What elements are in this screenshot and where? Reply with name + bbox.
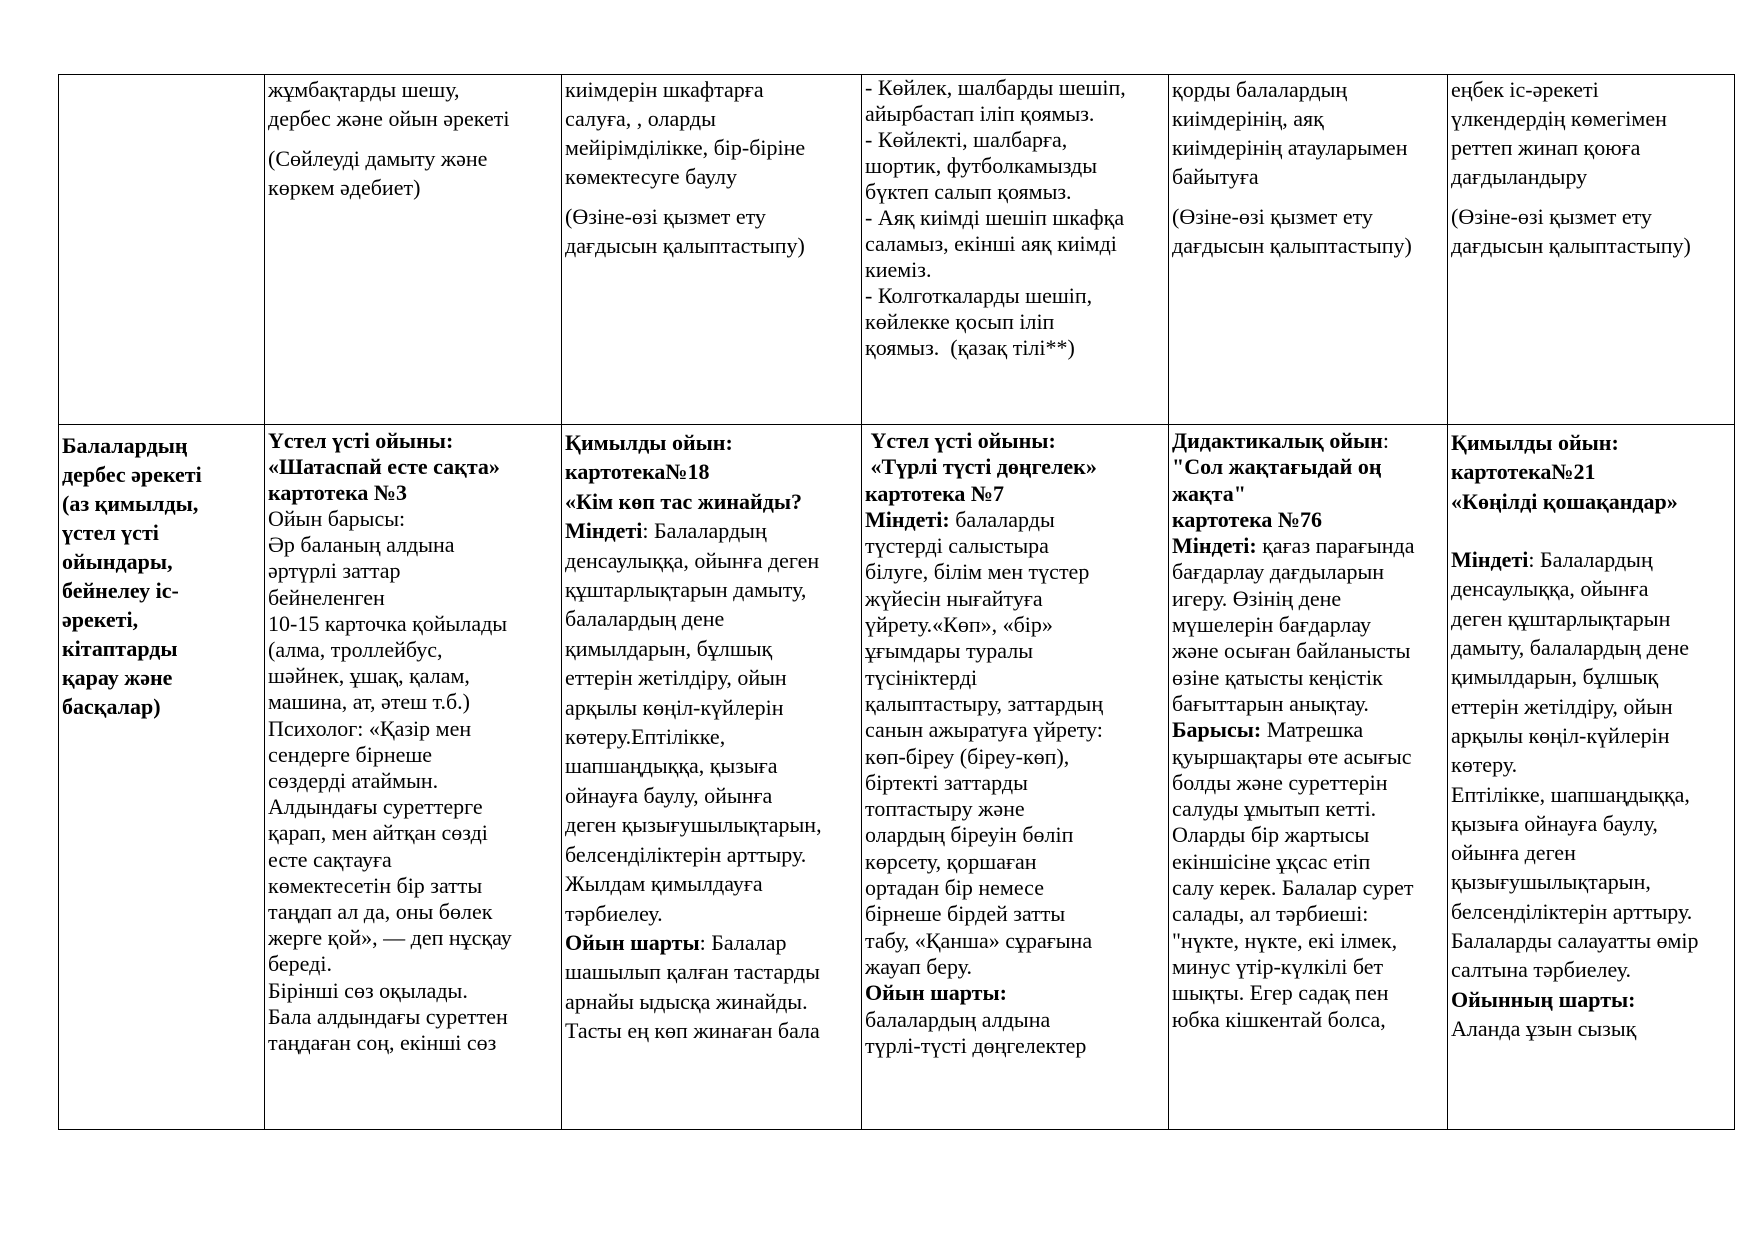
text-line: 10-15 карточка қойылады: [268, 610, 508, 636]
row2-cell-4: [1169, 425, 1448, 1130]
text-line: Аланда ұзын сызық: [1451, 1015, 1637, 1041]
text-line: көтеру.: [1451, 752, 1518, 778]
field-label: Барысы:: [1172, 717, 1262, 743]
game-title-line: Қимылды ойын:: [565, 430, 733, 455]
row1-cell-4: [1169, 75, 1448, 425]
labeled-line: [865, 507, 1166, 533]
text-line: - Колготкаларды шешіп,: [865, 283, 1093, 308]
text-line: білуге, білім мен түстер: [865, 559, 1090, 585]
row1-cell-2: [562, 75, 862, 425]
text-line: қалыптастыру, заттардың: [865, 690, 1104, 716]
text-line: шықты. Егер садақ пен: [1172, 980, 1389, 1006]
game-title-line: картотека №3: [268, 480, 408, 505]
note-line: дағдысын қалыптастыпу): [565, 233, 805, 258]
text-line: - Көйлек, шалбарды шешіп,: [865, 75, 1126, 100]
game-title-line: Үстел үсті ойыны:: [268, 428, 454, 453]
text-line: сөздерді атаймын.: [268, 768, 439, 794]
text-line: минус үтір-күлкілі бет: [1172, 953, 1384, 979]
labeled-line: [865, 980, 1166, 1006]
section-label-line: дербес әрекеті: [62, 462, 202, 487]
note-block: [1451, 202, 1732, 260]
text-line: деген құштарлықтарын: [1451, 605, 1671, 631]
text-line: киімдерінің атауларымен: [1172, 135, 1408, 160]
text-line: балалардың дене: [565, 606, 725, 632]
section-label-line: Балалардың: [62, 433, 188, 458]
text-line: (алма, троллейбус,: [268, 637, 443, 663]
text-line: бейнеленген: [268, 584, 385, 610]
text-line: салуды ұмытып кетті.: [1172, 796, 1377, 822]
text-line: машина, ат, әтеш т.б.): [268, 689, 471, 715]
field-label: Ойын шарты: [565, 929, 700, 955]
text-line: салуға, , оларды: [565, 106, 716, 131]
row2-cell-2: [562, 425, 862, 1130]
text-line: ойнауға баулу, ойынға: [565, 782, 773, 808]
text-line: юбка кішкентай болса,: [1172, 1006, 1386, 1032]
text-line: деген қызығушылықтарын,: [565, 812, 822, 838]
text-line: көрсету, қоршаған: [865, 848, 1037, 874]
row1-label-cell: [59, 75, 265, 425]
text-line: арқылы көңіл-күйлерін: [565, 694, 784, 720]
game-title-line: картотека№21: [1451, 459, 1596, 485]
section-label-line: әрекеті,: [62, 607, 139, 632]
row2-cell-5: [1448, 425, 1735, 1130]
text-line: қуыршақтары өте асығыс: [1172, 743, 1412, 769]
row2-cell-1: [265, 425, 562, 1130]
text-line: қызығушылықтарын,: [1451, 869, 1651, 895]
cell-text: [1172, 428, 1445, 1033]
text-line: береді.: [268, 951, 332, 977]
text-line: және осыған байланысты: [1172, 638, 1411, 664]
labeled-line: [1451, 985, 1732, 1014]
text-line: көмектесуге баулу: [565, 164, 738, 189]
text-line: ұғымдары туралы: [865, 638, 1034, 664]
cell-text: [1172, 75, 1445, 260]
text-line: қызыға ойнауға баулу,: [1451, 810, 1658, 836]
field-value: : Балалар: [699, 929, 787, 955]
note-block: [1172, 202, 1445, 260]
field-label: Ойын шарты:: [865, 980, 1007, 1006]
note-line: (Өзіне-өзі қызмет ету: [565, 204, 766, 229]
text-line: қимылдарын, бұлшық: [1451, 664, 1659, 690]
table-row: [59, 425, 1735, 1130]
text-line: шәйнек, ұшақ, қалам,: [268, 663, 470, 689]
field-value: Матрешка: [1261, 717, 1364, 743]
text-line: құштарлықтарын дамыту,: [565, 577, 807, 603]
note-line: (Сөйлеуді дамыту және: [268, 146, 488, 171]
text-line: белсенділіктерін арттыру.: [1451, 898, 1693, 924]
text-line: айырбастап іліп қоямыз.: [865, 101, 1095, 126]
text-line: игеру. Өзінің дене: [1172, 585, 1342, 611]
row1-cell-1: [265, 75, 562, 425]
text-line: - Көйлекті, шалбарға,: [865, 127, 1068, 152]
note-line: (Өзіне-өзі қызмет ету: [1451, 204, 1652, 229]
section-label-line: ойындары,: [62, 549, 173, 574]
section-label-line: (аз қимылды,: [62, 491, 199, 516]
text-line: қарап, мен айтқан сөзді: [268, 820, 488, 846]
game-title-line: «Түрлі түсті дөңгелек»: [865, 454, 1097, 480]
field-label: Міндеті: [565, 518, 643, 544]
text-line: жауап беру.: [865, 953, 972, 979]
text-line: тәрбиелеу.: [565, 900, 663, 926]
text-line: үлкендердің көмегімен: [1451, 106, 1667, 131]
text-line: шашылып қалған тастарды: [565, 959, 820, 985]
text-line: әртүрлі заттар: [268, 558, 401, 584]
game-title-line: [1172, 428, 1445, 454]
text-line: Әр баланың алдына: [268, 532, 455, 558]
text-line: болды және суреттерін: [1172, 769, 1388, 795]
field-value: балаларды: [949, 506, 1055, 532]
text-line: мүшелерін бағдарлау: [1172, 612, 1372, 638]
field-label: Міндеті: [1451, 547, 1529, 573]
text-line: түрлі-түсті дөңгелектер: [865, 1032, 1087, 1058]
field-value: : Балалардың: [642, 518, 767, 544]
game-title-line: Үстел үсті ойыны:: [865, 428, 1056, 453]
text-line: мейірімділікке, бір-біріне: [565, 135, 806, 160]
section-label-line: қарау және: [62, 665, 173, 690]
text-line: Ептілікке, шапшаңдыққа,: [1451, 781, 1690, 807]
text-line: балалардың алдына: [865, 1006, 1051, 1032]
row1-cell-3: [862, 75, 1169, 425]
labeled-line: [1451, 545, 1732, 574]
text-line: денсаулыққа, ойынға деген: [565, 547, 820, 573]
text-line: жүйесін нығайтуға: [865, 585, 1043, 611]
cell-text: [268, 428, 559, 1056]
text-line: көп-біреу (біреу-көп),: [865, 743, 1070, 769]
text-line: Психолог: «Қазір мен: [268, 715, 472, 741]
text-line: "нүкте, нүкте, екі ілмек,: [1172, 927, 1398, 953]
game-type: Дидактикалық ойын: [1172, 428, 1383, 453]
text-line: жерге қой», — деп нұсқау: [268, 925, 512, 951]
text-line: олардың біреуін бөліп: [865, 822, 1074, 848]
section-label-line: бейнелеу іс-: [62, 578, 179, 603]
text-line: санын ажыратуға үйрету:: [865, 717, 1103, 743]
text-line: түстерді салыстыра: [865, 533, 1049, 559]
text-line: біртекті заттарды: [865, 769, 1028, 795]
text-line: шапшаңдыққа, қызыға: [565, 753, 778, 779]
text-line: қорды балалардың: [1172, 77, 1348, 102]
text-line: бүктеп салып қоямыз.: [865, 179, 1072, 204]
text-line: топтастыру және: [865, 796, 1025, 822]
text-line: көйлекке қосып іліп: [865, 309, 1055, 334]
text-line: үйрету.«Көп», «бір»: [865, 612, 1053, 638]
text-line: еттерін жетілдіру, ойын: [1451, 693, 1673, 719]
game-title-line: картотека №76: [1172, 506, 1323, 532]
text-line: еттерін жетілдіру, ойын: [565, 665, 787, 691]
text-line: табу, «Қанша» сұрағына: [865, 927, 1093, 953]
game-title-line: «Шатаспай есте сақта»: [268, 454, 500, 479]
text-line: саламыз, екінші аяқ киімді: [865, 231, 1117, 256]
text-line: екіншісіне ұқсас етіп: [1172, 848, 1371, 874]
text-line: түсініктерді: [865, 664, 978, 690]
text-line: Ойын барысы:: [268, 506, 406, 531]
section-label-line: үстел үсті: [62, 520, 159, 545]
text-line: қоямыз. (қазақ тілі**): [865, 335, 1075, 360]
text-line: дамыту, балалардың дене: [1451, 635, 1690, 661]
text-line: салу керек. Балалар сурет: [1172, 875, 1414, 901]
game-type-colon: :: [1382, 428, 1389, 453]
schedule-table: [58, 74, 1735, 1130]
text-line: бірнеше бірдей затты: [865, 901, 1066, 927]
text-line: еңбек іс-әрекеті: [1451, 77, 1599, 102]
labeled-line: [1172, 533, 1445, 559]
text-line: салады, ал тәрбиеші:: [1172, 901, 1369, 927]
text-line: жұмбақтарды шешу,: [268, 77, 460, 102]
text-line: - Аяқ киімді шешіп шкафқа: [865, 205, 1125, 230]
cell-text: [865, 428, 1166, 1059]
text-line: Бірінші сөз оқылады.: [268, 977, 468, 1003]
text-line: Тасты ең көп жинаған бала: [565, 1018, 820, 1044]
cell-text: [565, 75, 859, 260]
cell-text: [865, 75, 1166, 361]
text-line: киеміз.: [865, 257, 932, 282]
game-title-line: «Кім көп тас жинайды?: [565, 488, 803, 514]
text-line: Жылдам қимылдауға: [565, 871, 763, 897]
text-line: ойынға деген: [1451, 840, 1576, 866]
game-title-line: Қимылды ойын:: [1451, 430, 1619, 455]
section-label-line: кітаптарды: [62, 636, 178, 661]
field-label: Міндеті:: [865, 506, 950, 532]
labeled-line: [565, 516, 859, 545]
text-line: бағдарлау дағдыларын: [1172, 559, 1385, 585]
game-title-line: "Сол жақтағыдай оң: [1172, 454, 1382, 480]
text-line: сендерге бірнеше: [268, 741, 433, 767]
text-line: денсаулыққа, ойынға: [1451, 576, 1649, 602]
cell-text: [268, 75, 559, 202]
text-line: киімдерінің, аяқ: [1172, 106, 1324, 131]
text-line: салтына тәрбиелеу.: [1451, 957, 1632, 983]
text-line: есте сақтауға: [268, 846, 392, 872]
text-line: көтеру.Ептілікке,: [565, 724, 726, 750]
section-label-cell: [59, 425, 265, 1130]
spacer: [1451, 516, 1732, 545]
field-label: Міндеті:: [1172, 533, 1257, 559]
game-title-line: картотека №7: [865, 480, 1005, 506]
field-label: Ойынның шарты:: [1451, 986, 1636, 1012]
text-line: шортик, футболкамызды: [865, 153, 1098, 178]
note-block: [565, 202, 859, 260]
note-line: дағдысын қалыптастыпу): [1451, 233, 1691, 258]
text-line: таңдаған соң, екінші сөз: [268, 1030, 497, 1056]
field-value: : Балалардың: [1528, 547, 1653, 573]
cell-text: [1451, 75, 1732, 260]
text-line: арқылы көңіл-күйлерін: [1451, 722, 1670, 748]
row2-cell-3: [862, 425, 1169, 1130]
note-line: дағдысын қалыптастыпу): [1172, 233, 1412, 258]
section-label-line: басқалар): [62, 694, 161, 719]
text-line: көмектесетін бір затты: [268, 872, 483, 898]
text-line: Алдындағы суреттерге: [268, 794, 483, 820]
row1-cell-5: [1448, 75, 1735, 425]
text-line: белсенділіктерін арттыру.: [565, 841, 807, 867]
text-line: байытуға: [1172, 164, 1259, 189]
text-line: Бала алдындағы суреттен: [268, 1003, 508, 1029]
text-line: дербес және ойын әрекеті: [268, 106, 510, 131]
labeled-line: [565, 928, 859, 957]
game-title-line: «Көңілді қошақандар»: [1451, 488, 1678, 514]
text-line: таңдап ал да, оны бөлек: [268, 899, 493, 925]
text-line: Балаларды салауатты өмір: [1451, 928, 1699, 954]
text-line: бағыттарын анықтау.: [1172, 690, 1369, 716]
note-line: (Өзіне-өзі қызмет ету: [1172, 204, 1373, 229]
text-line: дағдыландыру: [1451, 164, 1588, 189]
note-line: көркем әдебиет): [268, 175, 421, 200]
labeled-line: [1172, 717, 1445, 743]
field-value: қағаз парағында: [1256, 533, 1415, 559]
text-line: Оларды бір жартысы: [1172, 822, 1370, 848]
text-line: киімдерін шкафтарға: [565, 77, 764, 102]
cell-text: [565, 428, 859, 1046]
game-title-line: картотека№18: [565, 459, 710, 485]
text-line: реттеп жинап қоюға: [1451, 135, 1641, 160]
text-line: қимылдарын, бұлшық: [565, 635, 773, 661]
text-line: ортадан бір немесе: [865, 875, 1044, 901]
game-title-line: жақта": [1172, 480, 1246, 506]
note-block: [268, 144, 559, 202]
text-line: өзіне қатысты кеңістік: [1172, 664, 1383, 690]
table-row: [59, 75, 1735, 425]
cell-text: [1451, 428, 1732, 1043]
text-line: арнайы ыдысқа жинайды.: [565, 988, 808, 1014]
section-label: [62, 431, 262, 721]
